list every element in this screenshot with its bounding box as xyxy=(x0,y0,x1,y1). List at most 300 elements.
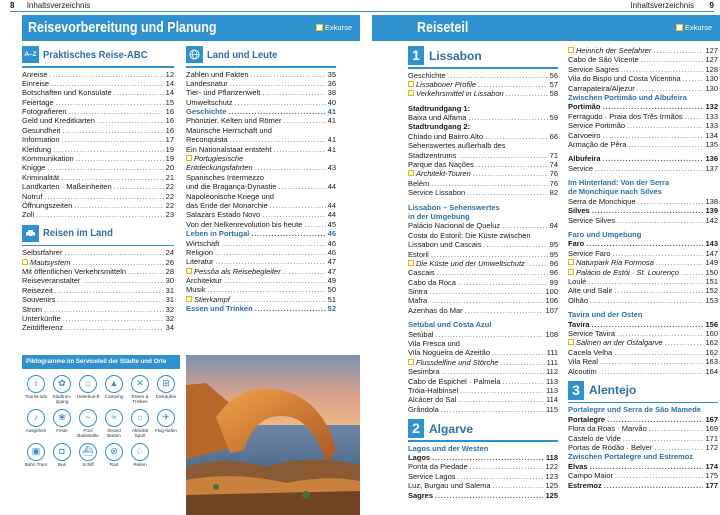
toc-entry-title xyxy=(408,188,465,197)
dot-leader xyxy=(654,443,703,452)
dot-leader xyxy=(586,239,703,248)
car-icon xyxy=(22,225,39,242)
toc-entry-title xyxy=(408,330,433,339)
toc-page-number: 163 xyxy=(705,357,718,367)
toc-entry-title xyxy=(408,320,491,329)
toc-entry xyxy=(22,116,174,125)
pictogram-item xyxy=(23,409,49,438)
pictogram-icon: ⊞ xyxy=(157,375,175,393)
toc-entry-text: Flussdelfine und Störche xyxy=(416,357,499,367)
toc-page-number: 16 xyxy=(165,107,174,117)
toc-entry-title xyxy=(186,145,271,154)
toc-entry xyxy=(408,358,558,367)
toc-entry-text: Azenhas do Mar xyxy=(408,305,463,315)
toc-entry-text: Einreise xyxy=(22,78,50,88)
toc-entry-text: Fotografieren xyxy=(22,107,67,117)
dot-leader xyxy=(468,113,547,122)
toc-entry-text: Lissaboner Profile xyxy=(416,79,477,89)
running-head-title-right: Inhaltsverzeichnis xyxy=(630,1,694,10)
toc-entry xyxy=(568,197,718,206)
toc-entry-title xyxy=(22,79,49,88)
pictogram-icon: ◘ xyxy=(53,443,71,461)
dot-leader xyxy=(617,216,703,225)
section-title-travel: Reisen im Land xyxy=(43,227,113,240)
right-page xyxy=(360,0,720,515)
toc-entry xyxy=(568,424,718,433)
toc-entry xyxy=(408,141,558,150)
toc-entry-text: Campo Maior xyxy=(568,471,614,481)
toc-entry-text: Sagres xyxy=(408,490,434,500)
pictogram-item xyxy=(49,375,75,404)
pictogram-label: Essen & Trinken xyxy=(131,394,149,404)
toc-page-number: 32 xyxy=(165,313,174,323)
toc-page-number: 26 xyxy=(165,257,174,267)
toc-entry xyxy=(22,107,174,116)
toc-entry-title xyxy=(408,386,458,395)
toc-entry-title xyxy=(408,268,435,277)
toc-entry-text: Die Küste und der Umweltschutz xyxy=(416,258,525,268)
toc-entry xyxy=(22,305,174,314)
toc-entry-text: Carvoeiro xyxy=(568,130,601,140)
toc-entry-title xyxy=(186,257,214,266)
toc-page-number: 162 xyxy=(705,338,718,348)
dot-leader xyxy=(665,338,704,347)
toc-entry-title xyxy=(568,121,625,130)
toc-entry-text: Kriminalität xyxy=(22,172,60,182)
toc-entry-title xyxy=(568,102,601,111)
toc-entry-text: Flora da Roas · Marvão xyxy=(568,424,647,434)
toc-entry xyxy=(408,339,558,348)
dot-leader xyxy=(273,145,325,154)
toc-entry-text: Heinrich der Seefahrer xyxy=(576,46,652,55)
toc-entry-text: Palácio Nacional de Queluz xyxy=(408,221,501,231)
toc-entry xyxy=(408,306,558,315)
pictogram-item xyxy=(75,375,101,404)
toc-entry-title xyxy=(568,164,593,173)
toc-entry xyxy=(408,348,558,357)
toc-page-number: 23 xyxy=(165,210,174,220)
toc-entry-title xyxy=(568,338,663,347)
toc-entry xyxy=(186,257,336,266)
dot-leader xyxy=(603,131,704,140)
toc-entry-title xyxy=(408,113,466,122)
toc-entry-title xyxy=(408,89,504,98)
toc-entry-title xyxy=(568,74,681,83)
toc-page-number: 59 xyxy=(549,113,558,123)
dot-leader xyxy=(460,386,544,395)
toc-entry xyxy=(186,173,336,182)
toc-page-number: 136 xyxy=(705,154,718,164)
toc-entry xyxy=(408,179,558,188)
toc-entry-text: Im Hinterland: Von der Serra xyxy=(568,178,670,188)
toc-entry-text: Architekt-Touren xyxy=(416,169,471,179)
toc-entry-title xyxy=(22,70,47,79)
toc-entry xyxy=(568,178,718,187)
toc-entry xyxy=(186,201,336,210)
toc-entry xyxy=(408,472,558,481)
dot-leader xyxy=(53,145,163,154)
toc-page-number: 44 xyxy=(327,182,336,192)
toc-entry-title xyxy=(22,163,45,172)
dot-leader xyxy=(476,160,548,169)
pictogram-icon: ☼ xyxy=(131,409,149,427)
dot-leader xyxy=(76,154,164,163)
toc-entry-text: Selbstfahrer xyxy=(22,248,63,258)
pictogram-icon: ✈ xyxy=(157,409,175,427)
chapter-title-right: Reiseteil xyxy=(417,20,469,36)
toc-entry xyxy=(186,79,336,88)
toc-entry-text: Salinen an der Ostalgarve xyxy=(576,338,663,348)
toc-entry-text: Vila Real xyxy=(568,357,598,367)
dot-leader xyxy=(97,116,164,125)
toc-entry-text: Stadtrundgang 1: xyxy=(408,103,471,113)
pictogram-icon: ~ xyxy=(79,409,97,427)
toc-entry xyxy=(568,74,718,83)
dot-leader xyxy=(615,471,703,480)
dot-leader xyxy=(230,135,326,144)
toc-entry-title xyxy=(568,178,669,187)
pictogram-item xyxy=(153,409,179,438)
page-number-right: 9 xyxy=(709,1,714,10)
dot-leader xyxy=(467,188,548,197)
dot-leader xyxy=(465,306,544,315)
section-title-az: Praktisches Reise-ABC xyxy=(43,48,148,61)
toc-entry xyxy=(408,367,558,376)
toc-entry-text: Vila do Bispo und Costa Vicentina xyxy=(568,74,681,84)
toc-entry-text: Portalegre xyxy=(568,414,606,424)
toc-entry xyxy=(568,187,718,196)
toc-entry-title xyxy=(568,187,662,196)
toc-page-number: 43 xyxy=(327,163,336,173)
pictogram-icon: ▣ xyxy=(27,443,45,461)
region-header xyxy=(568,381,718,400)
toc-entry-text: Stadtrundgang 2: xyxy=(408,122,471,132)
dot-leader xyxy=(503,377,544,386)
toc-entry xyxy=(568,310,718,319)
toc-entry-text: Entdeckungsfahrten xyxy=(186,163,253,173)
toc-entry-text: Vila Nogueira de Azeitão xyxy=(408,348,491,358)
dot-leader xyxy=(228,107,325,116)
toc-entry-title xyxy=(568,348,612,357)
toc-entry-text: Stadtzentrums xyxy=(408,150,457,160)
toc-entry-text: Zwischen Portalegre und Estremoz xyxy=(568,452,694,462)
toc-entry-text: Portalegre und Serra de São Mamede xyxy=(568,405,701,415)
toc-entry xyxy=(568,239,718,248)
toc-page-number: 167 xyxy=(705,414,718,424)
dot-leader xyxy=(441,405,544,414)
toc-page-number: 113 xyxy=(546,386,558,395)
toc-entry xyxy=(408,240,558,249)
page-number-left: 8 xyxy=(10,1,15,10)
toc-page-number: 164 xyxy=(705,366,718,376)
toc-entry-text: Zoll xyxy=(22,210,35,220)
dot-leader xyxy=(607,415,703,424)
toc-page-number: 76 xyxy=(549,178,558,188)
toc-entry-text: Naturpark Ria Formosa xyxy=(576,258,654,268)
dot-leader xyxy=(69,107,164,116)
toc-page-number: 111 xyxy=(546,348,558,358)
toc-entry-title xyxy=(568,286,613,295)
toc-list-land xyxy=(186,70,336,314)
toc-entry xyxy=(568,93,718,102)
dot-leader xyxy=(230,79,326,88)
toc-entry xyxy=(22,192,174,201)
exkurse-legend-left xyxy=(316,15,352,41)
toc-entry-text: Estoril xyxy=(408,249,429,259)
running-head-title-left: Inhaltsverzeichnis xyxy=(26,1,91,10)
toc-page-number: 133 xyxy=(705,111,718,121)
toc-entry-text: Service Tavira xyxy=(568,328,615,338)
pictogram-grid xyxy=(22,369,180,472)
dot-leader xyxy=(44,192,163,201)
toc-entry-text: Unterkünfte xyxy=(22,313,61,323)
toc-entry-title xyxy=(22,154,74,163)
toc-entry-title xyxy=(408,405,439,414)
exkurs-icon xyxy=(676,24,683,31)
exkurs-icon xyxy=(568,47,574,53)
dot-leader xyxy=(255,163,326,172)
toc-entry-title xyxy=(186,88,260,97)
toc-entry xyxy=(408,296,558,305)
pictogram-item xyxy=(49,409,75,438)
toc-entry-title xyxy=(408,453,430,462)
toc-entry-title xyxy=(568,112,683,121)
toc-entry-text: Parque das Nações xyxy=(408,160,474,170)
pictogram-icon: ⌂ xyxy=(79,375,97,393)
toc-entry-title xyxy=(186,79,228,88)
toc-entry xyxy=(568,84,718,93)
dot-leader xyxy=(485,132,548,141)
exkurs-icon xyxy=(408,90,414,96)
pictogram-icon: ❀ xyxy=(53,409,71,427)
pictogram-label: Feste xyxy=(56,428,68,433)
toc-page-number: 82 xyxy=(549,188,558,198)
region-header xyxy=(408,419,558,438)
toc-entry-text: Notruf xyxy=(22,191,43,201)
dot-leader xyxy=(283,116,325,125)
region-number: 1 xyxy=(408,46,424,65)
toc-entry-text: Armação de Pêra xyxy=(568,139,627,149)
toc-entry-text: Essen und Trinken xyxy=(186,304,253,314)
toc-entry-text: Carrapateira/Aljezur xyxy=(568,83,635,93)
toc-entry xyxy=(186,295,336,304)
toc-page-number: 169 xyxy=(705,424,718,434)
toc-page-number: 147 xyxy=(705,248,718,258)
toc-entry-text: Portimão xyxy=(568,102,601,112)
toc-entry-text: Setúbal xyxy=(408,329,434,339)
exkurs-icon xyxy=(408,81,414,87)
toc-entry-text: Mautsystem xyxy=(30,257,71,267)
region-title: Lissabon xyxy=(429,48,482,63)
toc-entry-text: Reisezeit xyxy=(22,285,53,295)
toc-entry-title xyxy=(408,250,429,259)
toc-entry xyxy=(568,357,718,366)
toc-entry-title xyxy=(186,173,264,182)
toc-page-number: 30 xyxy=(165,276,174,286)
toc-column-b xyxy=(186,46,336,314)
toc-column-a xyxy=(22,46,174,333)
toc-page-number: 177 xyxy=(705,480,718,490)
chapter-banner-left xyxy=(22,15,360,41)
dot-leader xyxy=(62,135,164,144)
toc-entry xyxy=(408,89,558,98)
toc-entry xyxy=(568,434,718,443)
dot-leader xyxy=(55,286,164,295)
toc-entry-title xyxy=(568,131,601,140)
toc-entry xyxy=(408,71,558,80)
toc-entry xyxy=(22,258,174,267)
toc-entry-title xyxy=(22,145,51,154)
toc-entry-title xyxy=(568,206,590,215)
toc-page-number: 125 xyxy=(545,490,558,500)
toc-entry xyxy=(408,188,558,197)
toc-entry-title xyxy=(22,248,62,257)
toc-entry xyxy=(408,444,558,453)
toc-entry-title xyxy=(22,305,42,314)
dot-leader xyxy=(599,367,704,376)
toc-entry xyxy=(22,286,174,295)
toc-entry-title xyxy=(408,472,456,481)
toc-entry-title xyxy=(22,135,60,144)
toc-page-number: 41 xyxy=(327,135,336,145)
dot-leader xyxy=(470,462,544,471)
toc-entry-title xyxy=(408,339,460,348)
pictogram-label: Unterkun-ft xyxy=(76,394,100,399)
pictogram-icon: ▲ xyxy=(105,375,123,393)
toc-entry-title xyxy=(568,452,693,461)
toc-entry xyxy=(22,126,174,135)
toc-entry xyxy=(568,320,718,329)
toc-entry xyxy=(408,386,558,395)
toc-entry xyxy=(568,140,718,149)
toc-page-number: 14 xyxy=(165,78,174,88)
toc-entry xyxy=(186,145,336,154)
toc-entry xyxy=(22,201,174,210)
toc-page-number: 113 xyxy=(546,376,558,386)
pictogram-icon: ✕ xyxy=(131,375,149,393)
toc-entry-text: Lagos und der Westen xyxy=(408,443,489,453)
toc-entry-text: Olhão xyxy=(568,295,589,305)
toc-entry-text: Lagos xyxy=(408,453,431,463)
dot-leader xyxy=(590,462,704,471)
dot-leader xyxy=(283,267,326,276)
toc-entry xyxy=(408,221,558,230)
toc-entry xyxy=(186,98,336,107)
dot-leader xyxy=(62,126,163,135)
toc-entry-text: Sesimbra xyxy=(408,367,440,377)
toc-entry-title xyxy=(568,197,636,206)
toc-column-c xyxy=(408,46,558,500)
toc-page-number: 49 xyxy=(327,276,336,286)
toc-page-number: 46 xyxy=(327,238,336,248)
toc-entry-text: Portugiesische xyxy=(194,154,244,164)
toc-page-number: 96 xyxy=(549,258,558,268)
toc-page-number: 99 xyxy=(549,277,558,287)
pictogram-label: Einkaufen xyxy=(155,394,177,399)
toc-page-number: 14 xyxy=(165,88,174,98)
dot-leader xyxy=(49,70,163,79)
toc-entry-title xyxy=(22,88,112,97)
toc-page-number: 45 xyxy=(327,219,336,229)
toc-entry-title xyxy=(568,424,647,433)
pictogram-icon: ⊗ xyxy=(105,443,123,461)
pictogram-item xyxy=(49,443,75,472)
toc-entry xyxy=(408,122,558,131)
pictogram-icon: ≈ xyxy=(105,409,123,427)
toc-page-number: 123 xyxy=(545,471,558,481)
toc-entry xyxy=(22,88,174,97)
toc-entry-text: Kleidung xyxy=(22,144,52,154)
toc-page-number: 139 xyxy=(705,206,718,216)
running-head-right xyxy=(360,0,714,12)
toc-entry xyxy=(568,65,718,74)
toc-page-number: 66 xyxy=(549,131,558,141)
pictogram-icon: ✿ xyxy=(53,375,71,393)
toc-entry-title xyxy=(568,216,615,225)
toc-entry-title xyxy=(408,296,427,305)
dot-leader xyxy=(683,74,704,83)
toc-entry-text: Pessôa als Reisebegleiter xyxy=(194,266,281,276)
dot-leader xyxy=(128,267,164,276)
toc-page-number: 95 xyxy=(549,240,558,250)
globe-icon xyxy=(186,46,203,63)
toc-entry-text: Wirtschaft xyxy=(186,238,220,248)
toc-entry xyxy=(22,145,174,154)
toc-page-number: 95 xyxy=(549,249,558,259)
dot-leader xyxy=(251,229,325,238)
toc-entry xyxy=(408,132,558,141)
dot-leader xyxy=(65,323,164,332)
toc-page-number: 152 xyxy=(705,286,718,296)
toc-entry-title xyxy=(186,267,281,276)
dot-leader xyxy=(61,173,164,182)
dot-leader xyxy=(656,258,704,267)
toc-page-number: 100 xyxy=(545,287,558,297)
toc-page-number: 32 xyxy=(165,304,174,314)
toc-entry-title xyxy=(22,267,126,276)
dot-leader xyxy=(492,348,545,357)
toc-entry xyxy=(568,268,718,277)
toc-entry-title xyxy=(408,377,501,386)
toc-entry-text: Reiseveranstalter xyxy=(22,276,81,286)
dot-leader xyxy=(473,169,548,178)
toc-entry-text: Sintra xyxy=(408,287,428,297)
dot-leader xyxy=(617,329,704,338)
toc-page-number: 156 xyxy=(705,319,718,329)
toc-entry-title xyxy=(408,231,531,240)
toc-page-number: 125 xyxy=(545,481,558,491)
pictogram-label: Pool Badestelle xyxy=(77,428,99,438)
toc-entry xyxy=(186,116,336,125)
dot-leader xyxy=(615,286,704,295)
toc-entry-text: Von der Nelkenrevolution bis heute xyxy=(186,219,303,229)
dot-leader xyxy=(56,98,164,107)
dot-leader xyxy=(527,259,548,268)
dot-leader xyxy=(216,257,326,266)
toc-entry-text: Cabo de Espichel · Palmela xyxy=(408,376,501,386)
toc-page-number: 108 xyxy=(545,329,558,339)
dot-leader xyxy=(304,220,325,229)
toc-entry xyxy=(186,126,336,135)
dot-leader xyxy=(435,330,543,339)
toc-entry-text: Luz, Burgau und Salema xyxy=(408,481,491,491)
toc-entry-title xyxy=(22,98,54,107)
dot-leader xyxy=(430,287,544,296)
toc-entry xyxy=(186,304,336,313)
pictogram-legend xyxy=(22,355,180,515)
toc-entry-title xyxy=(568,462,588,471)
toc-entry-title xyxy=(186,304,253,313)
